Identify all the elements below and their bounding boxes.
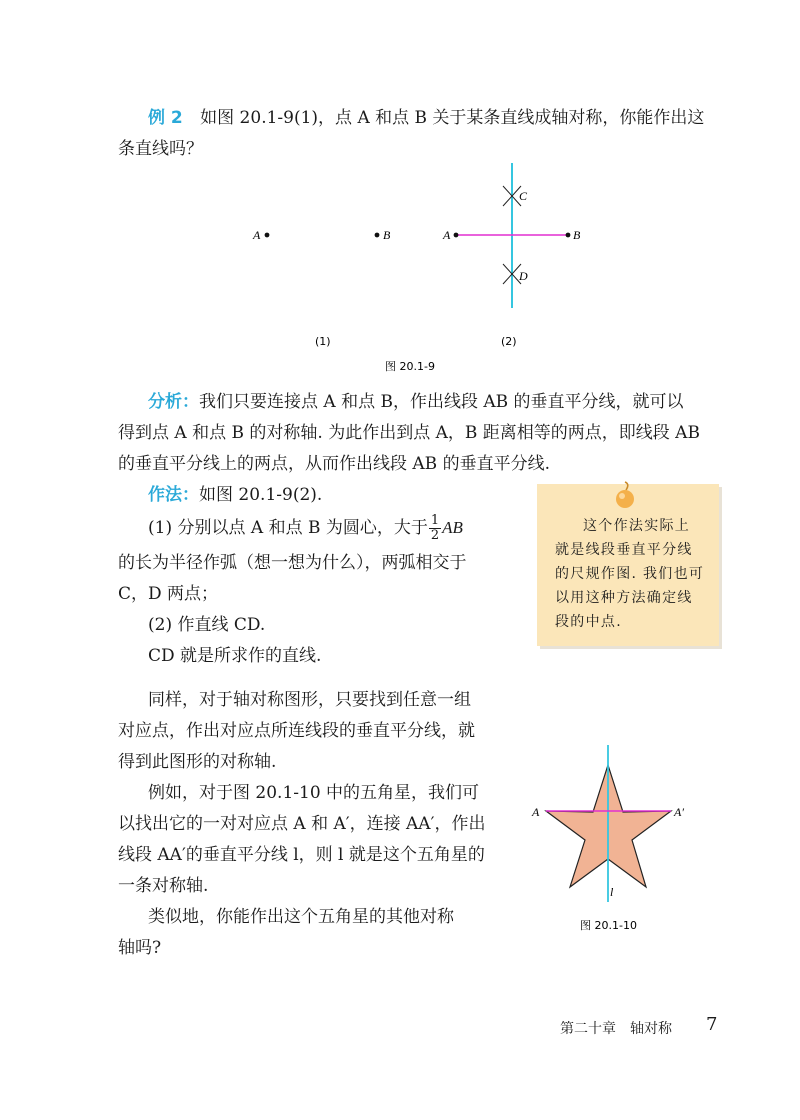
fig1-label-b: B bbox=[383, 228, 391, 242]
fraction-one-half bbox=[429, 514, 441, 543]
example-question-1: 如图 20.1-9(1)，点 A 和点 B 关于某条直线成轴对称，你能作出这 bbox=[200, 108, 705, 128]
body-p1-line-2: 对应点，作出对应点所连线段的垂直平分线，就 bbox=[118, 721, 475, 741]
fig2-label-b: B bbox=[573, 228, 581, 242]
point-b2-dot bbox=[566, 233, 571, 238]
body-p2-line-2: 以找出它的一对对应点 A 和 A′，连接 AA′，作出 bbox=[118, 814, 486, 834]
figure-caption-20-1-10: 图 20.1-10 bbox=[580, 919, 637, 932]
figure-20-1-10 bbox=[520, 740, 720, 940]
body-p1-line-1: 同样，对于轴对称图形，只要找到任意一组 bbox=[148, 690, 471, 710]
body-p3-line-2: 轴吗? bbox=[118, 938, 162, 958]
page-number: 7 bbox=[706, 1014, 718, 1035]
chapter-footer: 第二十章 轴对称 bbox=[560, 1021, 672, 1037]
step1-text: (1) 分别以点 A 和点 B 为圆心，大于 bbox=[148, 518, 428, 538]
analysis-text-3: 的垂直平分线上的两点，从而作出线段 AB 的垂直平分线. bbox=[118, 454, 550, 474]
analysis-line-1 bbox=[148, 387, 748, 418]
method-label: 作法： bbox=[148, 485, 199, 505]
pin-icon bbox=[612, 480, 642, 510]
figure-caption-20-1-9: 图 20.1-9 bbox=[385, 360, 435, 373]
point-a-dot bbox=[265, 233, 270, 238]
point-a2-dot bbox=[454, 233, 459, 238]
method-step-1 bbox=[148, 512, 463, 544]
point-b-dot bbox=[375, 233, 380, 238]
body-p2-line-1: 例如，对于图 20.1-10 中的五角星，我们可 bbox=[148, 783, 480, 803]
body-p1-line-3: 得到此图形的对称轴. bbox=[118, 752, 277, 772]
analysis-text-2: 得到点 A 和点 B 的对称轴. 为此作出到点 A，B 距离相等的两点，即线段 AB bbox=[118, 423, 700, 443]
star-label-a: A bbox=[532, 805, 540, 819]
method-conclusion: CD 就是所求作的直线. bbox=[148, 646, 322, 666]
fig2-label-d: D bbox=[519, 269, 528, 283]
example-question-2: 条直线吗？ bbox=[118, 139, 203, 159]
subfigure-label-2: (2) bbox=[501, 335, 517, 348]
step1-segment: AB bbox=[442, 518, 463, 537]
method-line bbox=[148, 480, 322, 511]
analysis-text-1: 我们只要连接点 A 和点 B，作出线段 AB 的垂直平分线，就可以 bbox=[199, 392, 684, 412]
fig2-label-c: C bbox=[519, 189, 528, 203]
body-p3-line-1: 类似地，你能作出这个五角星的其他对称 bbox=[148, 907, 454, 927]
fraction-numerator: 1 bbox=[430, 513, 440, 528]
body-p2-line-3: 线段 AA′的垂直平分线 l，则 l 就是这个五角星的 bbox=[118, 845, 485, 865]
side-note-text: 这个作法实际上就是线段垂直平分线的尺规作图. 我们也可以用这种方法确定线段的中点. bbox=[555, 518, 705, 630]
fig1-label-a: A bbox=[253, 228, 261, 242]
step1-line-3: C，D 两点； bbox=[118, 584, 219, 604]
method-step-2: (2) 作直线 CD. bbox=[148, 615, 266, 635]
step1-line-2: 的长为半径作弧（想一想为什么），两弧相交于 bbox=[118, 553, 467, 573]
example-label: 例 2 bbox=[148, 108, 183, 128]
method-intro: 如图 20.1-9(2). bbox=[199, 485, 323, 505]
analysis-label: 分析： bbox=[148, 392, 199, 412]
fraction-denominator: 2 bbox=[430, 528, 440, 543]
star-label-a-prime: A′ bbox=[674, 805, 684, 819]
figure-20-1-9 bbox=[0, 0, 800, 380]
axis-label-l: l bbox=[610, 885, 614, 899]
body-p2-line-4: 一条对称轴. bbox=[118, 876, 209, 896]
fig2-label-a: A bbox=[443, 228, 451, 242]
subfigure-label-1: (1) bbox=[315, 335, 331, 348]
